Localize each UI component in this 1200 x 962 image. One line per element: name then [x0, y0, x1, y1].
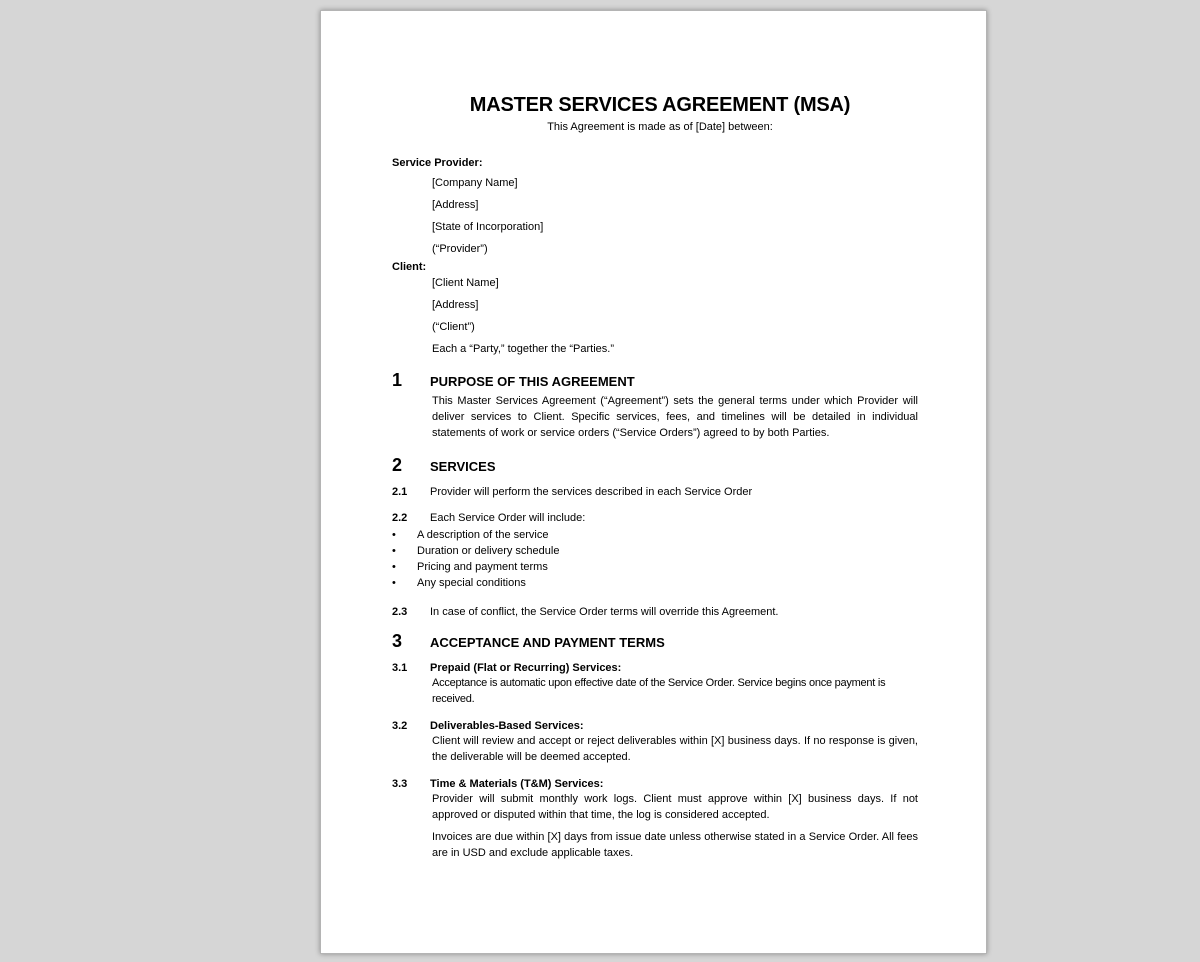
list-item-text: Any special conditions: [417, 577, 526, 589]
clause-3-3: [392, 777, 928, 861]
clause-number: 2.1: [392, 486, 408, 498]
list-item-text: Pricing and payment terms: [417, 561, 548, 573]
list-item: [392, 559, 928, 575]
section-1-paragraph: This Master Services Agreement (“Agreement”) sets the general terms under which Provider will deliver services to Client. Specific services, fees, and timelines will be detailed in individual statements of work or service orders (“Service Orders”) agreed to by both Parties.: [432, 395, 918, 439]
clause-text: Each Service Order will include:: [430, 512, 586, 524]
clause-3-2-paragraph: Client will review and accept or reject deliverables within [X] business days. If no response is given, the deliverable will be deemed accepted.: [432, 735, 918, 763]
clause-2-3: [392, 605, 928, 619]
section-2-heading: [392, 455, 928, 477]
clause-number: 2.2: [392, 512, 408, 524]
section-1: [392, 370, 928, 441]
clause-number: 2.3: [392, 606, 408, 618]
clause-heading: Deliverables-Based Services:: [430, 720, 584, 732]
clause-2-1: [392, 485, 928, 499]
clause-number: 3.1: [392, 662, 408, 674]
document-subtitle: This Agreement is made as of [Date] between:: [547, 121, 773, 133]
list-item-text: A description of the service: [417, 529, 549, 541]
clause-3-1-paragraph: Acceptance is automatic upon effective date of the Service Order. Service begins once payment is received.: [432, 677, 886, 705]
list-item: [392, 575, 928, 591]
clause-3-2-heading: [392, 719, 928, 733]
provider-company-name: [Company Name]: [432, 177, 518, 189]
list-item: [392, 527, 928, 543]
section-title: SERVICES: [430, 459, 496, 474]
section-3: [392, 631, 928, 861]
clause-heading: Prepaid (Flat or Recurring) Services:: [430, 662, 622, 674]
clause-2-2: [392, 511, 928, 591]
provider-state: [State of Incorporation]: [432, 221, 544, 233]
client-block: [392, 260, 928, 356]
clause-2-2-line: [392, 511, 928, 525]
clause-3-1-heading: [392, 661, 928, 675]
client-name: [Client Name]: [432, 277, 499, 289]
clause-number: 3.3: [392, 778, 408, 790]
section-title: PURPOSE OF THIS AGREEMENT: [430, 374, 635, 389]
clause-3-3-paragraph-2: Invoices are due within [X] days from issue date unless otherwise stated in a Service Order. All fees are in USD and exclude applicable taxes.: [432, 831, 918, 859]
clause-heading: Time & Materials (T&M) Services:: [430, 778, 604, 790]
clause-text: Provider will perform the services described in each Service Order: [430, 486, 753, 498]
parties-definition: Each a “Party,” together the “Parties.”: [432, 343, 614, 355]
clause-3-3-paragraph-1: Provider will submit monthly work logs. Client must approve within [X] business days. If not approved or disputed within that time, the log is considered accepted.: [432, 793, 918, 821]
bullet-mark: •: [392, 577, 396, 589]
clause-3-2: [392, 719, 928, 765]
section-1-heading: [392, 370, 928, 392]
document-title: MASTER SERVICES AGREEMENT (MSA): [469, 94, 851, 116]
provider-address: [Address]: [432, 199, 479, 211]
client-designation: (“Client”): [432, 321, 475, 333]
clause-3-1: [392, 661, 928, 707]
provider-block: [392, 156, 928, 256]
clause-3-3-heading: [392, 777, 928, 791]
provider-label: Service Provider:: [392, 157, 483, 169]
provider-designation: (“Provider”): [432, 243, 488, 255]
list-item: [392, 543, 928, 559]
bullet-mark: •: [392, 529, 396, 541]
clause-text: In case of conflict, the Service Order terms will override this Agreement.: [430, 606, 779, 618]
client-label: Client:: [392, 261, 427, 273]
section-3-heading: [392, 631, 928, 653]
clause-number: 3.2: [392, 720, 408, 732]
section-number: 3: [392, 631, 403, 651]
service-order-contents-list: [392, 527, 928, 591]
bullet-mark: •: [392, 561, 396, 573]
list-item-text: Duration or delivery schedule: [417, 545, 560, 557]
document-content: [392, 91, 928, 861]
document-page: [320, 10, 987, 954]
section-title: ACCEPTANCE AND PAYMENT TERMS: [430, 635, 665, 650]
section-number: 2: [392, 455, 403, 475]
section-2: [392, 455, 928, 619]
section-number: 1: [392, 370, 403, 390]
bullet-mark: •: [392, 545, 396, 557]
client-address: [Address]: [432, 299, 479, 311]
